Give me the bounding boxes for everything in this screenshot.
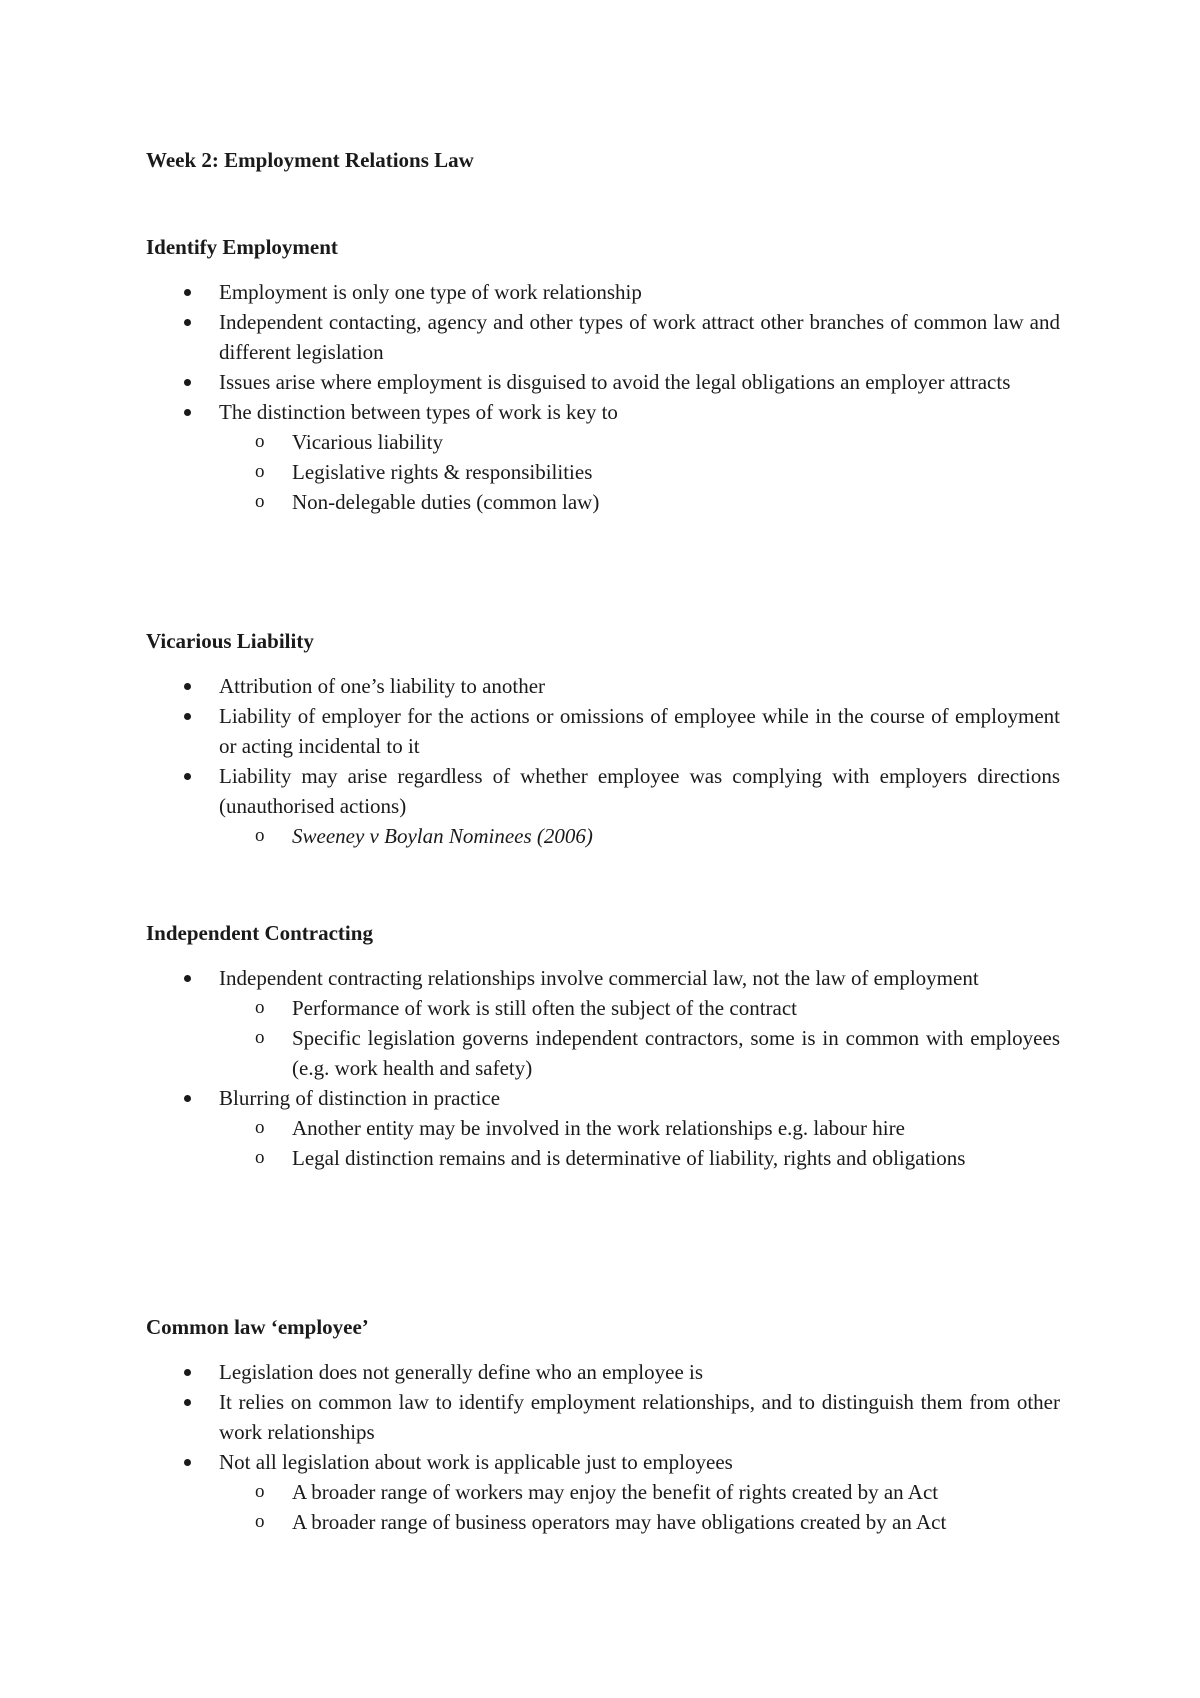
section-independent-contracting [146,918,1060,1173]
circle-bullet-icon: o [255,825,265,846]
circle-bullet-icon: o [255,431,265,452]
sub-list-item [219,1143,1060,1173]
sub-list-item-text: Vicarious liability [292,430,443,454]
sub-list-item [219,1477,1060,1507]
bullet-icon [184,1369,191,1376]
list-item [146,671,1060,701]
sub-list-item-text: Legislative rights & responsibilities [292,460,593,484]
circle-bullet-icon: o [255,1481,265,1502]
list-item [146,1447,1060,1537]
bullet-icon [184,319,191,326]
bullet-icon [184,713,191,720]
bullet-icon [184,1095,191,1102]
list-item-text: Blurring of distinction in practice [219,1086,501,1110]
bullet-icon [184,1399,191,1406]
list-item-text: Independent contacting, agency and other types of work attract other branches of common law and different legislation [219,310,1060,364]
section-heading: Common law ‘employee’ [146,1315,369,1339]
list-item [146,277,1060,307]
case-citation: Sweeney v Boylan Nominees (2006) [292,824,593,848]
bullet-list [146,1357,1060,1537]
sub-list-item-text: A broader range of business operators may have obligations created by an Act [292,1510,947,1534]
list-item-text: Employment is only one type of work relationship [219,280,642,304]
bullet-icon [184,379,191,386]
section-heading: Independent Contracting [146,921,373,945]
sub-list [219,993,1060,1083]
section-vicarious-liability [146,626,1060,851]
circle-bullet-icon: o [255,1027,265,1048]
sub-list-item-text: Another entity may be involved in the work relationships e.g. labour hire [292,1116,905,1140]
bullet-icon [184,409,191,416]
section-identify-employment [146,232,1060,517]
sub-list-item-text: Specific legislation governs independent contractors, some is in common with employees (e.g. work health and safety) [292,1026,1060,1080]
sub-list-item-text: A broader range of workers may enjoy the benefit of rights created by an Act [292,1480,939,1504]
circle-bullet-icon: o [255,1147,265,1168]
sub-list-item [219,1507,1060,1537]
circle-bullet-icon: o [255,1511,265,1532]
bullet-icon [184,683,191,690]
bullet-icon [184,975,191,982]
list-item-text: Liability of employer for the actions or omissions of employee while in the course of employment or acting incidental to it [219,704,1060,758]
sub-list-item [219,821,1060,851]
sub-list-item [219,993,1060,1023]
section-heading: Vicarious Liability [146,629,314,653]
list-item-text: Independent contracting relationships involve commercial law, not the law of employment [219,966,979,990]
circle-bullet-icon: o [255,491,265,512]
bullet-icon [184,289,191,296]
list-item-text: Issues arise where employment is disguised to avoid the legal obligations an employer attracts [219,370,1011,394]
sub-list-item [219,1113,1060,1143]
bullet-icon [184,773,191,780]
bullet-list [146,277,1060,517]
bullet-list [146,963,1060,1173]
sub-list [219,427,1060,517]
section-heading: Identify Employment [146,235,338,259]
circle-bullet-icon: o [255,997,265,1018]
sub-list-item [219,487,1060,517]
section-common-law-employee [146,1312,1060,1537]
bullet-icon [184,1459,191,1466]
list-item [146,1083,1060,1173]
list-item-text: Legislation does not generally define who an employee is [219,1360,704,1384]
circle-bullet-icon: o [255,461,265,482]
list-item-text: Not all legislation about work is applicable just to employees [219,1450,733,1474]
list-item-text: It relies on common law to identify employment relationships, and to distinguish them from other work relationships [219,1390,1060,1444]
list-item [146,1357,1060,1387]
bullet-list [146,671,1060,851]
sub-list [219,1477,1060,1537]
list-item [146,701,1060,761]
sub-list-item [219,1023,1060,1083]
sub-list-item-text: Non-delegable duties (common law) [292,490,600,514]
sub-list [219,821,1060,851]
circle-bullet-icon: o [255,1117,265,1138]
list-item [146,1387,1060,1447]
list-item [146,761,1060,851]
list-item-text: Liability may arise regardless of whether employee was complying with employers directions (unauthorised actions) [219,764,1060,818]
list-item-text: Attribution of one’s liability to another [219,674,546,698]
sub-list-item [219,457,1060,487]
sub-list-item-text: Legal distinction remains and is determinative of liability, rights and obligations [292,1146,966,1170]
sub-list-item-text: Performance of work is still often the subject of the contract [292,996,798,1020]
list-item [146,367,1060,397]
list-item [146,397,1060,517]
sub-list [219,1113,1060,1173]
document-title: Week 2: Employment Relations Law [146,148,474,172]
list-item-text: The distinction between types of work is key to [219,400,618,424]
list-item [146,307,1060,367]
list-item [146,963,1060,1083]
sub-list-item [219,427,1060,457]
